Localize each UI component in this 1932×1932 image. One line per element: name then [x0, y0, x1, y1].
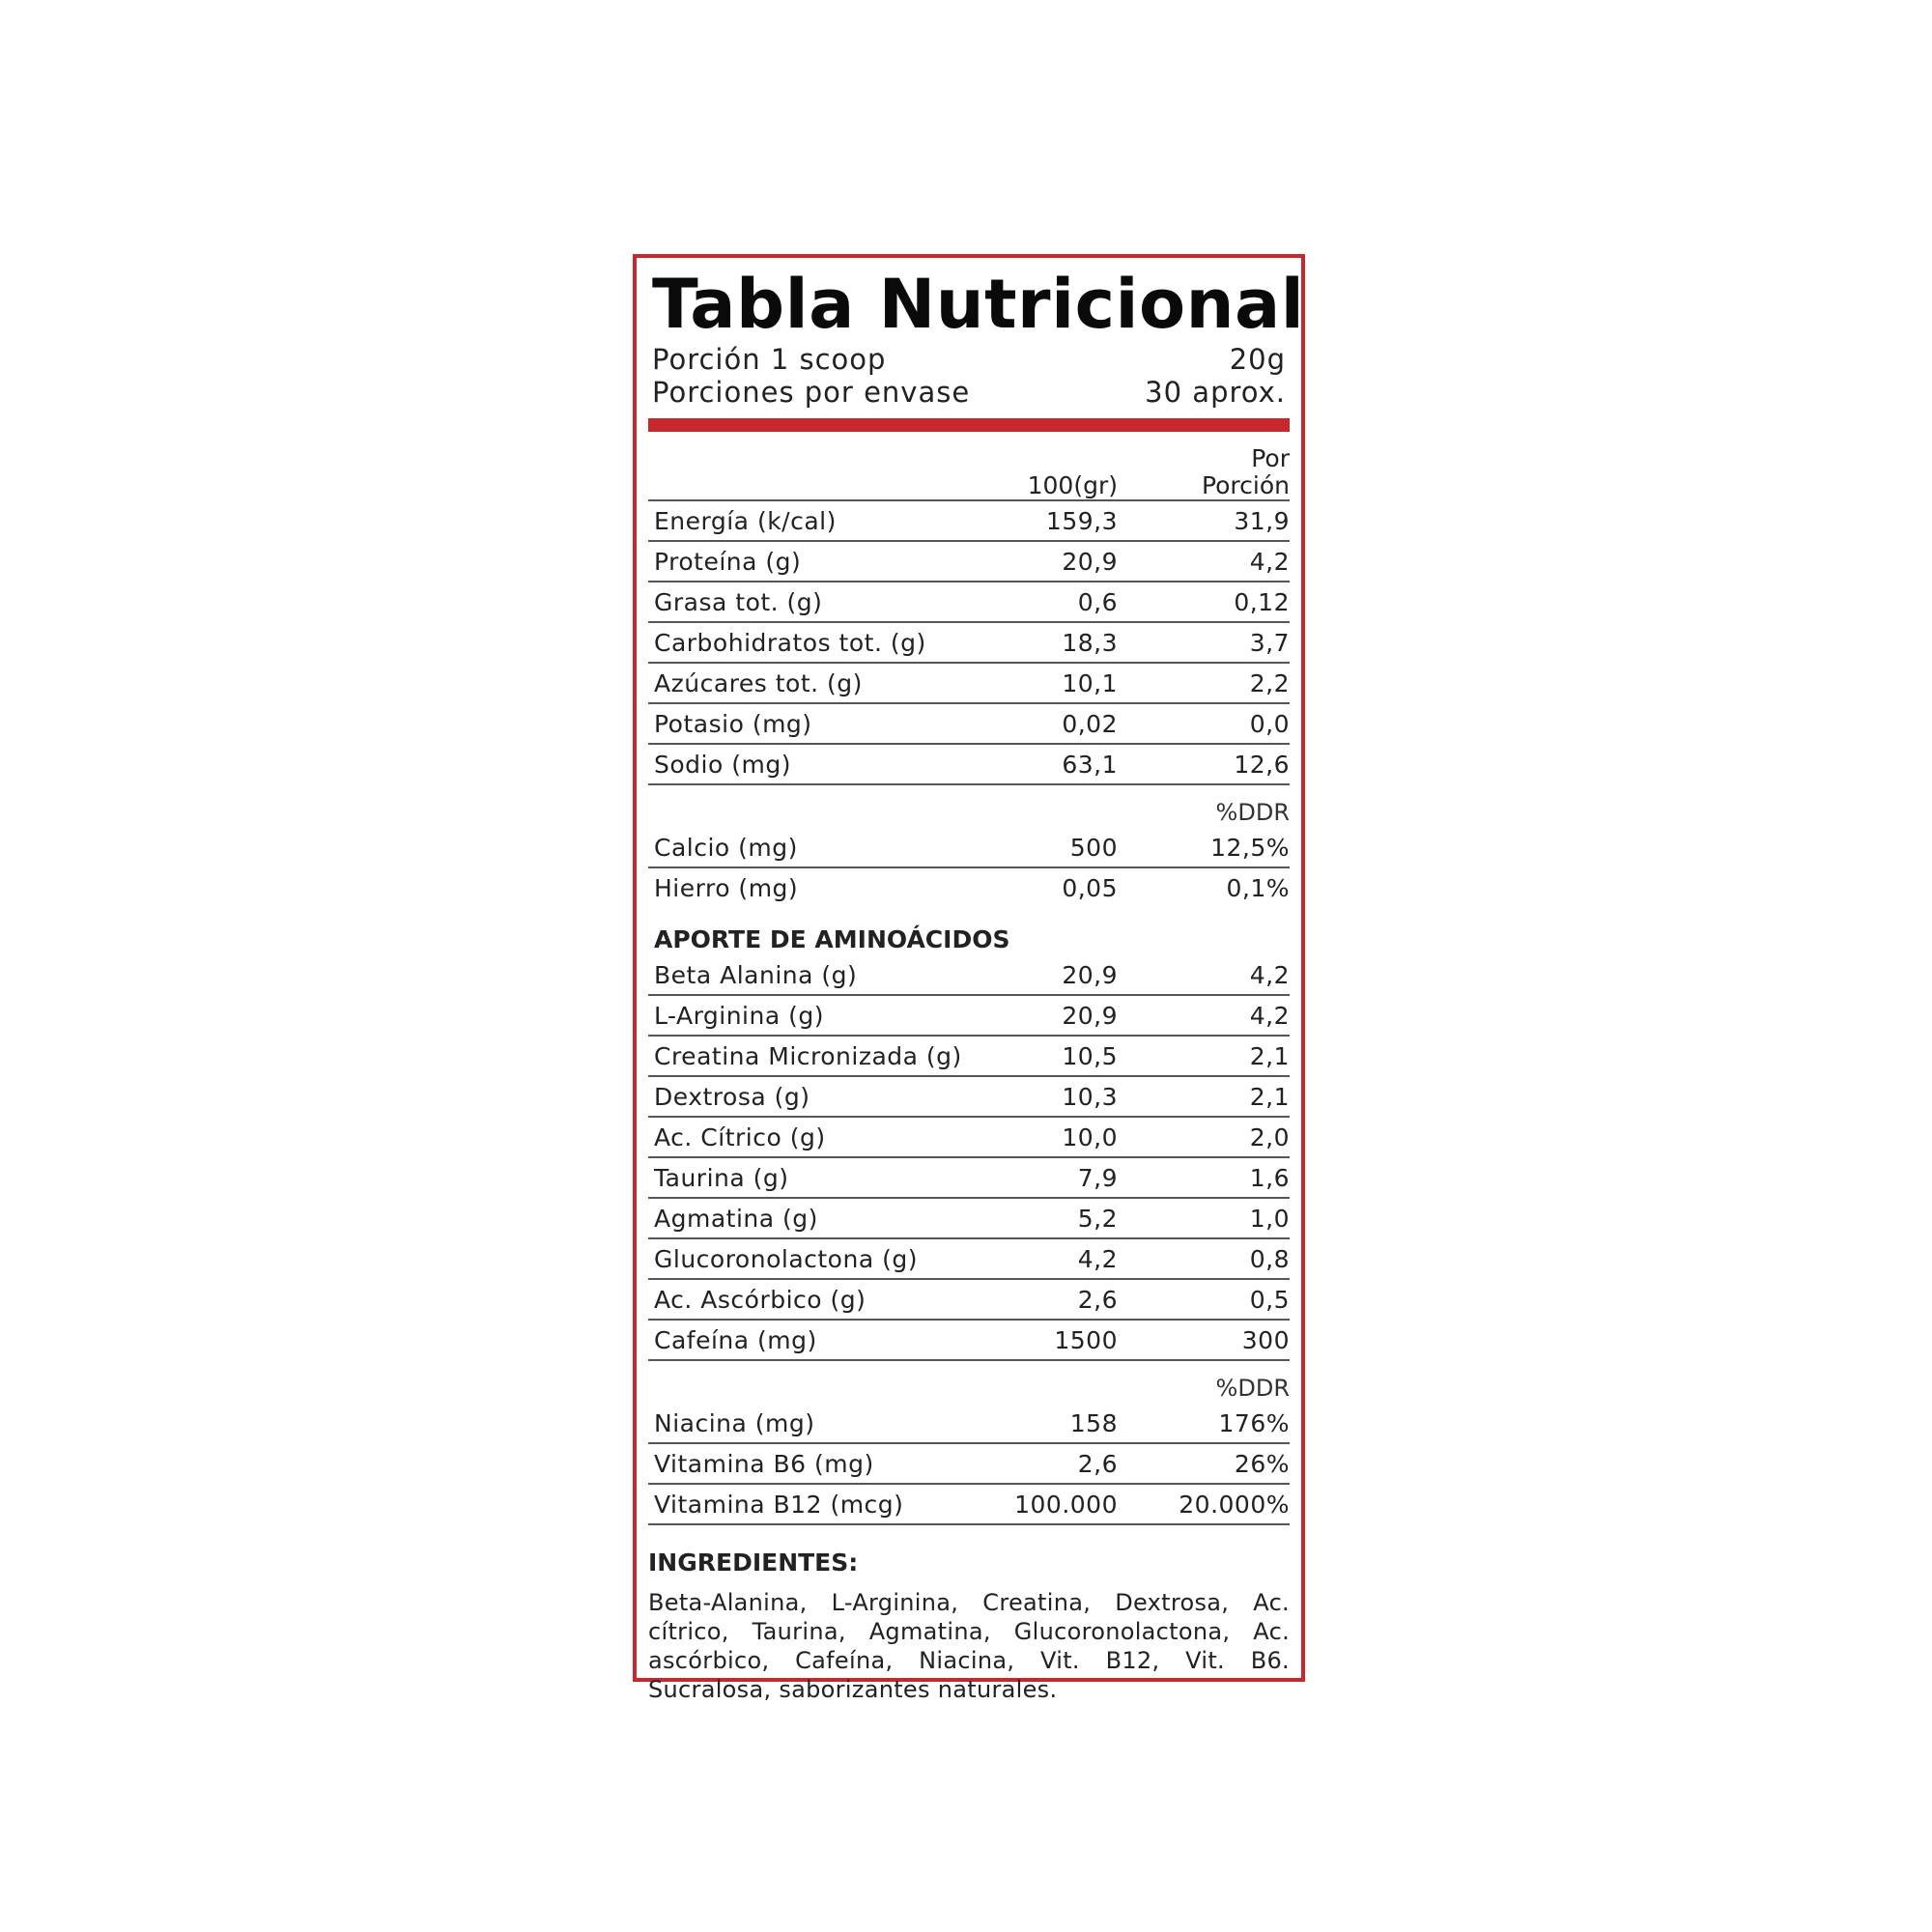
vitamin-ddr: 176%: [1218, 1408, 1290, 1437]
table-row: [648, 1280, 1290, 1321]
nutrient-per100: 0,02: [1062, 709, 1118, 738]
amino-name: Creatina Micronizada (g): [654, 1041, 962, 1070]
amino-name: L-Arginina (g): [654, 1001, 824, 1030]
table-row: [648, 1037, 1290, 1077]
amino-portion: 2,1: [1249, 1082, 1290, 1111]
label-title: Tabla Nutricional: [652, 265, 1305, 344]
nutrient-portion: 2,2: [1249, 668, 1290, 697]
serving-size-label: Porción 1 scoop: [652, 343, 887, 376]
amino-per100: 20,9: [1062, 1001, 1118, 1030]
nutrient-name: Carbohidratos tot. (g): [654, 628, 926, 657]
nutrition-label: [633, 254, 1305, 1703]
nutrient-per100: 10,1: [1062, 668, 1118, 697]
table-row: [648, 501, 1290, 542]
aminos-table: [648, 955, 1290, 1361]
table-row: [648, 828, 1290, 868]
table-row: [648, 1485, 1290, 1525]
column-header-per-portion: Por Porción: [1201, 444, 1290, 499]
ddr-header: %DDR: [1215, 799, 1290, 826]
table-row: [648, 542, 1290, 582]
nutrient-per100: 159,3: [1045, 506, 1118, 535]
table-row: [648, 664, 1290, 704]
nutrient-per100: 63,1: [1062, 750, 1118, 779]
nutrient-per100: 18,3: [1062, 628, 1118, 657]
nutrients-table: [648, 501, 1290, 785]
nutrient-per100: 20,9: [1062, 547, 1118, 576]
amino-portion: 2,1: [1249, 1041, 1290, 1070]
nutrient-name: Potasio (mg): [654, 709, 812, 738]
vitamin-name: Niacina (mg): [654, 1408, 815, 1437]
nutrient-portion: 31,9: [1234, 506, 1290, 535]
amino-name: Cafeína (mg): [654, 1325, 817, 1354]
amino-per100: 5,2: [1077, 1204, 1118, 1233]
ddr-header-vitamins: %DDR: [1215, 1375, 1290, 1402]
vitamin-name: Vitamina B12 (mcg): [654, 1490, 904, 1519]
ingredients-title: INGREDIENTES:: [648, 1548, 859, 1577]
mineral-per100: 0,05: [1062, 873, 1118, 902]
vitamins-table: [648, 1404, 1290, 1525]
mineral-name: Hierro (mg): [654, 873, 799, 902]
vitamin-per100: 2,6: [1077, 1449, 1118, 1478]
mineral-ddr: 12,5%: [1210, 833, 1290, 862]
vitamin-name: Vitamina B6 (mg): [654, 1449, 874, 1478]
amino-portion: 4,2: [1249, 1001, 1290, 1030]
table-row: [648, 996, 1290, 1037]
amino-portion: 2,0: [1249, 1122, 1290, 1151]
table-row: [648, 582, 1290, 623]
table-row: [648, 623, 1290, 664]
table-row: [648, 955, 1290, 996]
amino-name: Agmatina (g): [654, 1204, 818, 1233]
table-row: [648, 745, 1290, 785]
amino-per100: 10,5: [1062, 1041, 1118, 1070]
amino-per100: 10,0: [1062, 1122, 1118, 1151]
table-row: [648, 1444, 1290, 1485]
nutrient-portion: 3,7: [1249, 628, 1290, 657]
amino-name: Dextrosa (g): [654, 1082, 810, 1111]
amino-name: Taurina (g): [654, 1163, 789, 1192]
amino-name: Ac. Ascórbico (g): [654, 1285, 867, 1314]
servings-per-container-row: [648, 376, 1290, 409]
amino-portion: 0,8: [1249, 1244, 1290, 1273]
vitamin-ddr: 20.000%: [1179, 1490, 1290, 1519]
amino-portion: 300: [1241, 1325, 1290, 1354]
table-row: [648, 704, 1290, 745]
amino-per100: 20,9: [1062, 960, 1118, 989]
amino-per100: 7,9: [1077, 1163, 1118, 1192]
table-row: [648, 1077, 1290, 1118]
vitamin-per100: 158: [1069, 1408, 1118, 1437]
nutrient-portion: 12,6: [1234, 750, 1290, 779]
nutrient-name: Sodio (mg): [654, 750, 791, 779]
mineral-name: Calcio (mg): [654, 833, 798, 862]
table-row: [648, 1404, 1290, 1444]
nutrient-per100: 0,6: [1077, 587, 1118, 616]
serving-size-row: [648, 343, 1290, 376]
column-header-per100: 100(gr): [1027, 471, 1118, 499]
amino-per100: 1500: [1054, 1325, 1118, 1354]
nutrient-name: Proteína (g): [654, 547, 802, 576]
amino-per100: 10,3: [1062, 1082, 1118, 1111]
amino-per100: 4,2: [1077, 1244, 1118, 1273]
serving-size-value: 20g: [1229, 343, 1286, 376]
vitamin-ddr: 26%: [1234, 1449, 1290, 1478]
nutrient-name: Azúcares tot. (g): [654, 668, 863, 697]
table-row: [648, 1199, 1290, 1239]
amino-per100: 2,6: [1077, 1285, 1118, 1314]
amino-section-title: APORTE DE AMINOÁCIDOS: [654, 925, 1010, 953]
nutrient-portion: 0,0: [1249, 709, 1290, 738]
ingredients-text: Beta-Alanina, L-Arginina, Creatina, Dextrosa, Ac. cítrico, Taurina, Agmatina, Glucoronolactona, Ac. ascórbico, Cafeína, Niacina, Vit. B12, Vit. B6. Sucralosa, saborizantes naturales.: [648, 1589, 1290, 1703]
table-row: [648, 868, 1290, 907]
amino-portion: 0,5: [1249, 1285, 1290, 1314]
mineral-per100: 500: [1069, 833, 1118, 862]
column-header: [648, 440, 1290, 501]
servings-per-container-label: Porciones por envase: [652, 376, 971, 409]
amino-name: Beta Alanina (g): [654, 960, 858, 989]
nutrient-name: Grasa tot. (g): [654, 587, 823, 616]
nutrient-portion: 4,2: [1249, 547, 1290, 576]
red-divider: [648, 418, 1290, 432]
table-row: [648, 1118, 1290, 1158]
vitamin-per100: 100.000: [1014, 1490, 1118, 1519]
table-row: [648, 1239, 1290, 1280]
mineral-ddr: 0,1%: [1226, 873, 1290, 902]
minerals-table: [648, 828, 1290, 907]
amino-portion: 1,0: [1249, 1204, 1290, 1233]
nutrient-name: Energía (k/cal): [654, 506, 837, 535]
servings-per-container-value: 30 aprox.: [1145, 376, 1286, 409]
amino-portion: 1,6: [1249, 1163, 1290, 1192]
table-row: [648, 1321, 1290, 1361]
amino-name: Ac. Cítrico (g): [654, 1122, 826, 1151]
nutrient-portion: 0,12: [1234, 587, 1290, 616]
amino-portion: 4,2: [1249, 960, 1290, 989]
table-row: [648, 1158, 1290, 1199]
amino-name: Glucoronolactona (g): [654, 1244, 918, 1273]
